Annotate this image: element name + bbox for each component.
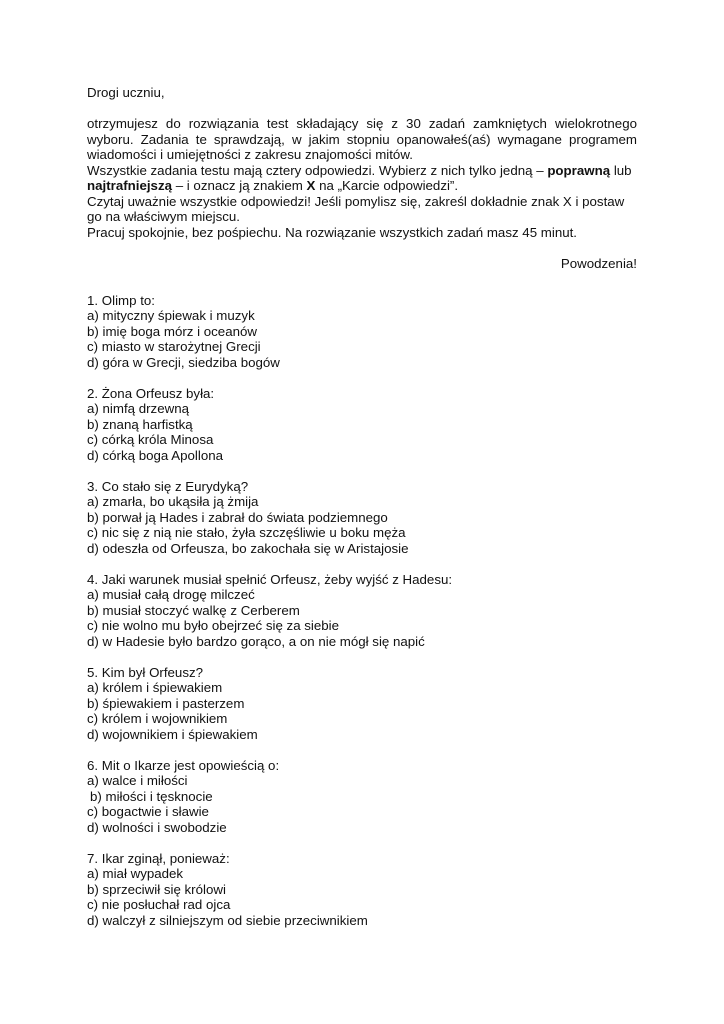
bold-correct: poprawną xyxy=(547,162,611,178)
intro-line-3: wiadomości i umiejętności z zakresu znajomości mitów. xyxy=(87,147,413,162)
greeting: Drogi uczniu, xyxy=(87,85,165,100)
intro-line-5 xyxy=(87,178,637,194)
answer-c: c) nie posłuchał rad ojca xyxy=(87,897,231,912)
answer-d: d) wojownikiem i śpiewakiem xyxy=(87,726,258,742)
intro-line-2: wyboru. Zadania te sprawdzają, w jakim stopniu opanowałeś(aś) wymagane programem xyxy=(87,131,637,147)
answer-c: c) nie wolno mu było obejrzeć się za siebie xyxy=(87,618,340,633)
intro-line-5-mid: – i oznacz ją znakiem xyxy=(175,178,303,193)
answer-d: d) walczył z silniejszym od siebie przeciwnikiem xyxy=(87,912,368,928)
intro-line-4-end: lub xyxy=(613,162,632,178)
question-6 xyxy=(87,758,637,836)
intro-line-7: go na właściwym miejscu. xyxy=(87,209,240,224)
answer-d: d) córką boga Apollona xyxy=(87,447,224,463)
intro-line-4-text: Wszystkie zadania testu mają cztery odpowiedzi. Wybierz z nich tylko jedną – xyxy=(87,162,544,178)
intro-line-8: Pracuj spokojnie, bez pośpiechu. Na rozwiązanie wszystkich zadań masz 45 minut. xyxy=(87,224,578,240)
answer-c: c) nic się z nią nie stało, żyła szczęśliwie u boku męża xyxy=(87,525,406,540)
answer-d: d) góra w Grecji, siedziba bogów xyxy=(87,354,280,370)
answer-a: a) musiał całą drogę milczeć xyxy=(87,587,255,602)
answer-b: b) musiał stoczyć walkę z Cerberem xyxy=(87,602,300,618)
question-3 xyxy=(87,479,637,557)
answer-a: a) mityczny śpiewak i muzyk xyxy=(87,308,255,323)
answer-c: c) miasto w starożytnej Grecji xyxy=(87,339,261,354)
answer-b: b) śpiewakiem i pasterzem xyxy=(87,695,245,711)
question-text: 4. Jaki warunek musiał spełnić Orfeusz, żeby wyjść z Hadesu: xyxy=(87,571,453,587)
question-2 xyxy=(87,386,637,464)
question-text: 1. Olimp to: xyxy=(87,292,155,308)
answer-b: b) miłości i tęsknocie xyxy=(90,788,213,804)
answer-c: c) córką króla Minosa xyxy=(87,432,214,447)
question-text: 6. Mit o Ikarze jest opowieścią o: xyxy=(87,757,280,773)
intro-line-4 xyxy=(87,163,637,179)
answer-c: c) bogactwie i sławie xyxy=(87,804,209,819)
instructions xyxy=(87,116,637,240)
intro-line-5-end: na „Karcie odpowiedzi”. xyxy=(319,178,459,193)
answer-c: c) królem i wojownikiem xyxy=(87,711,228,726)
bold-best: najtrafniejszą xyxy=(87,178,172,193)
answer-b: b) sprzeciwił się królowi xyxy=(87,881,226,897)
answer-b: b) imię boga mórz i oceanów xyxy=(87,323,257,339)
answer-b: b) znaną harfistką xyxy=(87,416,193,432)
document-page xyxy=(87,85,637,944)
question-7 xyxy=(87,851,637,929)
question-4 xyxy=(87,572,637,650)
answer-d: d) wolności i swobodzie xyxy=(87,819,227,835)
intro-line-1: otrzymujesz do rozwiązania test składający się z 30 zadań zamkniętych wielokrotnego xyxy=(87,116,637,131)
answer-a: a) walce i miłości xyxy=(87,773,188,788)
closing: Powodzenia! xyxy=(560,255,637,271)
question-1 xyxy=(87,293,637,371)
answer-b: b) porwał ją Hades i zabrał do świata podziemnego xyxy=(87,509,388,525)
question-text: 7. Ikar zginął, ponieważ: xyxy=(87,850,230,866)
answer-a: a) miał wypadek xyxy=(87,866,184,881)
intro-line-6: Czytaj uważnie wszystkie odpowiedzi! Jeśli pomylisz się, zakreśl dokładnie znak X i postaw xyxy=(87,193,625,209)
answer-a: a) zmarła, bo ukąsiła ją żmija xyxy=(87,494,259,509)
question-5 xyxy=(87,665,637,743)
answer-d: d) odeszła od Orfeusza, bo zakochała się w Aristajosie xyxy=(87,540,409,556)
question-text: 3. Co stało się z Eurydyką? xyxy=(87,478,249,494)
answer-a: a) królem i śpiewakiem xyxy=(87,680,223,695)
bold-x-mark: X xyxy=(306,178,316,193)
answer-d: d) w Hadesie było bardzo gorąco, a on nie mógł się napić xyxy=(87,633,425,649)
question-text: 2. Żona Orfeusz była: xyxy=(87,385,215,401)
answer-a: a) nimfą drzewną xyxy=(87,401,189,416)
question-text: 5. Kim był Orfeusz? xyxy=(87,664,204,680)
